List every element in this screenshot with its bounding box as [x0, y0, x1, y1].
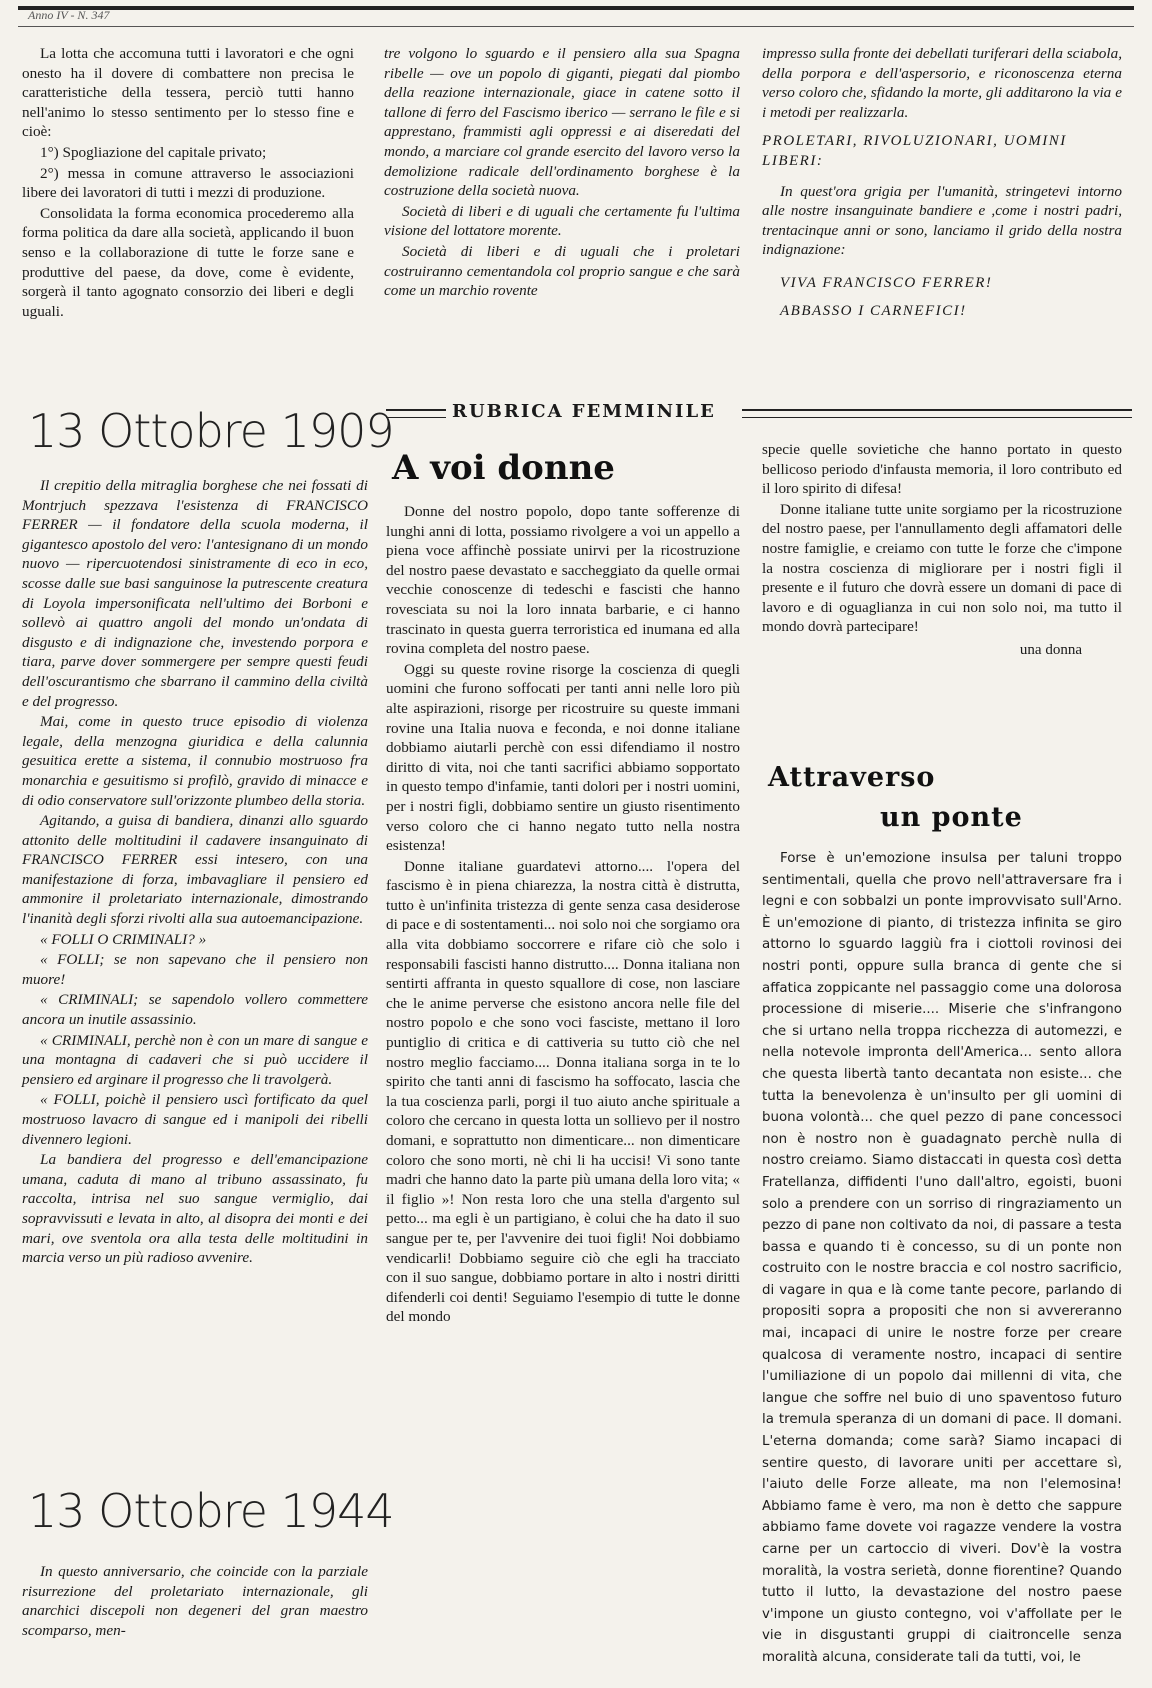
top-col-2 [384, 44, 740, 302]
paragraph: « CRIMINALI, perchè non è con un mare di sangue e una montagna di cadaveri che si può uccidere il pensiero ed arginare il progresso che li travolgerà. [22, 1031, 368, 1088]
headline-un-ponte: un ponte [880, 802, 1023, 833]
paragraph: Consolidata la forma economica procederemo alla forma politica da dare alla società, applicando il buon senso e la collaborazione di tutte le forze sane e produttive del paese, da dove, come è evidente, sorgerà il tanto agognato consorzio dei liberi e degli uguali. [22, 204, 354, 320]
masthead-issue: Anno IV - N. 347 [28, 8, 110, 22]
paragraph: 2°) messa in comune attraverso le associazioni libere dei lavoratori di tutti i mezzi di produzione. [22, 164, 354, 202]
paragraph: Donne italiane guardatevi attorno.... l'opera del fascismo è in piena chiarezza, la nostra città è distrutta, tutto è un'infinita tristezza di gente senza casa desiderose di pace e di sostentamenti... noi solo noi che sorgiamo ora alla vita dobbiamo soccorrere e rifare ciò che solo i responsabili fascisti hanno distrutto.... Donna italiana non sentirti affranta in questo squallore di cose, non lasciare che le anime perverse che esistono ancora nelle file del nostro popolo e che sono voci fasciste, mettano il loro puntiglio di critica e di cattiveria su tutto ciò che nel nostro meglio facciamo.... Donna italiana sorga in te lo spirito che tanti anni di fascismo ha soffocato, lascia che la tua coscienza parli, porgi il tuo aiuto anche spirituale a coloro che cercano in questa lotta un sollievo per il nostro domani, e soprattutto non dimenticare... non dimenticare coloro che sono morti, nè chi li ha uccisi! Vi sono tante madri che hanno dato la parte più umana della loro vita; « il figlio »! Non resta loro che una stella d'argento sul petto... ma egli è un partigiano, è colui che ha dato il suo sangue per te, per l'avvenire dei tuoi figli! Noi dobbiamo vendicarli! Dobbiamo seguire ciò che egli ha tracciato con il suo sangue, dobbiamo portare in alto i nostri diritti difenderli coi denti! Seguiamo l'esempio di tutte le donne del mondo [386, 857, 740, 1326]
headline-attraverso: Attraverso [768, 762, 936, 793]
signature: una donna [1019, 641, 1082, 658]
paragraph: Donne italiane tutte unite sorgiamo per la ricostruzione del nostro paese, per l'annullamento degli affamatori delle nostre famiglie, e creiamo con tutte le forze che c'impone la nostra coscienza di migliorare per i nostri figli il presente e il futuro che dovrà essere un domani di pace di lavoro e di oguaglianza in cui non solo noi, ma tutto il mondo dovrà partecipare! [762, 500, 1122, 636]
paragraph: 1°) Spogliazione del capitale privato; [40, 143, 267, 161]
paragraph: La lotta che accomuna tutti i lavoratori e che ogni onesto ha il dovere di combattere non precisa le caratteristiche della tessera, perciò tutti hanno nell'animo lo stesso sentimento per lo stesso fine e cioè: [22, 45, 354, 141]
paragraph: Donne del nostro popolo, dopo tante sofferenze di lunghi anni di lotta, possiamo rivolgere a voi un appello a piena voce affinchè possiate unirvi per la ricostruzione del nostro paese devastato e saccheggiato da quelle ormai vecchie conoscenze di tedeschi e fascisti che hanno rovesciata su noi la loro innata barbarie, e ci hanno trascinato in questa guerra terroristica ed inumana ed alla rovina completa del nostro paese. [386, 503, 740, 658]
paragraph: Forse è un'emozione insulsa per taluni troppo sentimentali, quella che provo nell'attraversare fra i legni e con sobbalzi un ponte improvvisato sull'Arno. È un'emozione di pianto, di tristezza infinita se giro attorno lo sguardo laggiù fra i ciottoli rovinosi dei nostri ponti, oppure sulla branca di gente che si affatica zoppicante nel passaggio come una dolorosa processione di miserie.... Miserie che s'infrangono che si urtano nella troppa ricchezza di automezzi, e nella notevole impronta dell'America... sento allora che questa libertà tanto decantata non esiste... che tutta la benevolenza è un'insulto per gli uomini di buona volontà... che quel pezzo di pane concessoci non è nostro non è guadagnato perchè nulla di nostro creiamo. Siamo distaccati in questa così detta Fratellanza, diffidenti l'uno dall'altro, egoisti, buoni solo a prendere con un sorriso di ringraziamento un pezzo di pane non coltivato da noi, di passare a testa bassa e quando ti è concesso, su di un ponte non costruito con le nostre braccia e col nostro sacrificio, di vagare in qua e là come tante pecore, parlando di propositi sopra a propositi che non si avvereranno mai, incapaci di unire le nostre forze per creare qualcosa di veramente nostro, incapaci di sentire l'umiliazione di un popolo dai millenni di vita, che langue che soffre nel buio di uno spaventoso futuro la tremula speranza di un domani di pace. Il domani. L'eterna domanda; come sarà? Siamo incapaci di sentire questo, di lavorare uniti per accettare sì, l'aiuto delle Forze alleate, ma non l'elemosina! Abbiamo fame è vero, ma non è detto che sappure abbiamo fame dovete voi ragazze vendere la vostra carne per un cartoccio di viveri. Dov'è la vostra moralità, la vostra serietà, donne fiorentine? Quando tutto il lutto, la devastazione del nostro paese v'impone un giusto contegno, voi v'affollate per le vie in disgustanti gruppi di ciaitroncelle senza moralità alcuna, considerate tali da tutti, voi, le [762, 851, 1122, 1665]
paragraph: « FOLLI O CRIMINALI? » [40, 930, 207, 948]
masthead-rule [18, 6, 1134, 27]
heading-1909: 13 Ottobre 1909 [28, 404, 394, 458]
rubrica-label: RUBRICA FEMMINILE [452, 401, 716, 422]
paragraph: tre volgono lo sguardo e il pensiero alla sua Spagna ribelle — ove un popolo di giganti, piegati dal piombo della reazione internazionale, giace in catene sotto il tallone di ferro del Fascismo iberico — serrano le file e si apprestano, frammisti agli oppressi e ai diseredati del mondo, a marciare col grande esercito del lavoro verso la demolizione radicale dell'ordinamento borghese è la costruzione della società nuova. [384, 45, 740, 200]
paragraph: Società di liberi e di uguali che i proletari costruiranno cementandola col proprio sangue e che sarà come un marchio rovente [384, 242, 740, 300]
paragraph: La bandiera del progresso e dell'emancipazione umana, caduta di mano al tribuno assassinato, fu raccolta, intrisa nel suo sangue vermiglio, dai sopravvissuti e levata in alto, al disopra dei monti e dei mari, ove sventola ora alla testa delle moltitudini in marcia verso un più radioso avvenire. [22, 1151, 368, 1267]
slogan: ABBASSO I CARNEFICI! [780, 302, 967, 319]
paragraph: Agitando, a guisa di bandiera, dinanzi allo sguardo attonito delle moltitudini il cadavere insanguinato di FRANCISCO FERRER essi intesero, con una manifestazione di forza, imbavagliare il pensiero ed ammonire il proletariato internazionale, dimostrando l'inanità degli sforzi rivolti alla sua autoemancipazione. [22, 812, 368, 928]
rubrica-rule-left [386, 409, 446, 418]
ferrer-1944-text [22, 1562, 368, 1641]
paragraph: « CRIMINALI; se sapendolo vollero commettere ancora un inutile assassinio. [22, 991, 368, 1029]
rubrica-rule-right [742, 409, 1132, 418]
paragraph: In questo anniversario, che coincide con la parziale risurrezione del proletariato internazionale, gli anarchici discepoli non degeneri del gran maestro scomparso, men- [22, 1563, 368, 1639]
ponte-article [762, 848, 1122, 1670]
slogan: VIVA FRANCISCO FERRER! [780, 274, 993, 291]
paragraph: Società di liberi e di uguali che certamente fu l'ultima visione del lottatore morente. [384, 202, 740, 240]
a-voi-donne-continued [762, 440, 1122, 661]
a-voi-donne-article [386, 502, 740, 1328]
top-col-3 [762, 44, 1122, 322]
ferrer-article [22, 476, 368, 1269]
call-heading: PROLETARI, RIVOLUZIONARI, UOMINI LIBERI: [762, 133, 1067, 169]
headline-a-voi-donne: A voi donne [392, 448, 615, 488]
paragraph: « FOLLI, poichè il pensiero uscì fortificato da quel mostruoso lavacro di sangue ed i manipoli dei ribelli divennero legioni. [22, 1091, 368, 1148]
paragraph: Oggi su queste rovine risorge la coscienza di quegli uomini che furono soffocati per tanti anni nelle loro più alte aspirazioni, risorge per ricostruire su queste immani rovine una Italia nuova e feconda, e noi donne italiane dobbiamo aiutarli perchè con essi difendiamo il nostro diritto di vita, noi che tanti sacrifici abbiamo sopportato in questo tempo d'infamie, tanti dolori per i nostri uomini, per i nostri figli, dobbiamo sentire un giusto risentimento verso coloro che ci hanno negato tutto nella nostra esistenza! [386, 660, 740, 855]
paragraph: impresso sulla fronte dei debellati turiferari della sciabola, della porpora e dell'aspersorio, e riconoscenza eterna verso coloro che, sfidando la morte, gli additarono la via e i metodi per realizzarla. [762, 45, 1122, 121]
paragraph: Il crepitio della mitraglia borghese che nei fossati di Montrjuch spezzava l'esistenza di FRANCISCO FERRER — il fondatore della scuola moderna, il gigantesco apostolo del vero: l'antesignano di un mondo nuovo — ripercuotendosi sinistramente di eco in eco, scosse dalle sue basi sanguinose la putrescente creatura di Loyola impersonificata nell'ultimo dei Borboni e sollevò ai quattro angoli del mondo un'ondata di disgusto e di indignazione che, investendo porpora e tiara, parve dover sommergere per sempre questi feudi dell'oscurantismo che sbarrano il cammino della civiltà e del progresso. [22, 477, 368, 710]
paragraph: Mai, come in questo truce episodio di violenza legale, della menzogna giuridica e della calunnia gesuitica erette a sistema, il connubio mostruoso fra monarchia e gesuitismo si profilò, gravido di minacce e di odio conservatore sull'orizzonte plumbeo della storia. [22, 713, 368, 809]
paragraph: specie quelle sovietiche che hanno portato in questo bellicoso periodo d'infausta memoria, il loro contributo ed il loro spirito di difesa! [762, 441, 1122, 498]
heading-1944: 13 Ottobre 1944 [28, 1484, 394, 1538]
paragraph: In quest'ora grigia per l'umanità, stringetevi intorno alle nostre insanguinate bandiere e ,come i nostri padri, trentacinque anni or sono, lanciamo il grido della nostra indignazione: [762, 182, 1122, 259]
paragraph: « FOLLI; se non sapevano che il pensiero non muore! [22, 951, 368, 988]
top-col-1 [22, 44, 354, 322]
